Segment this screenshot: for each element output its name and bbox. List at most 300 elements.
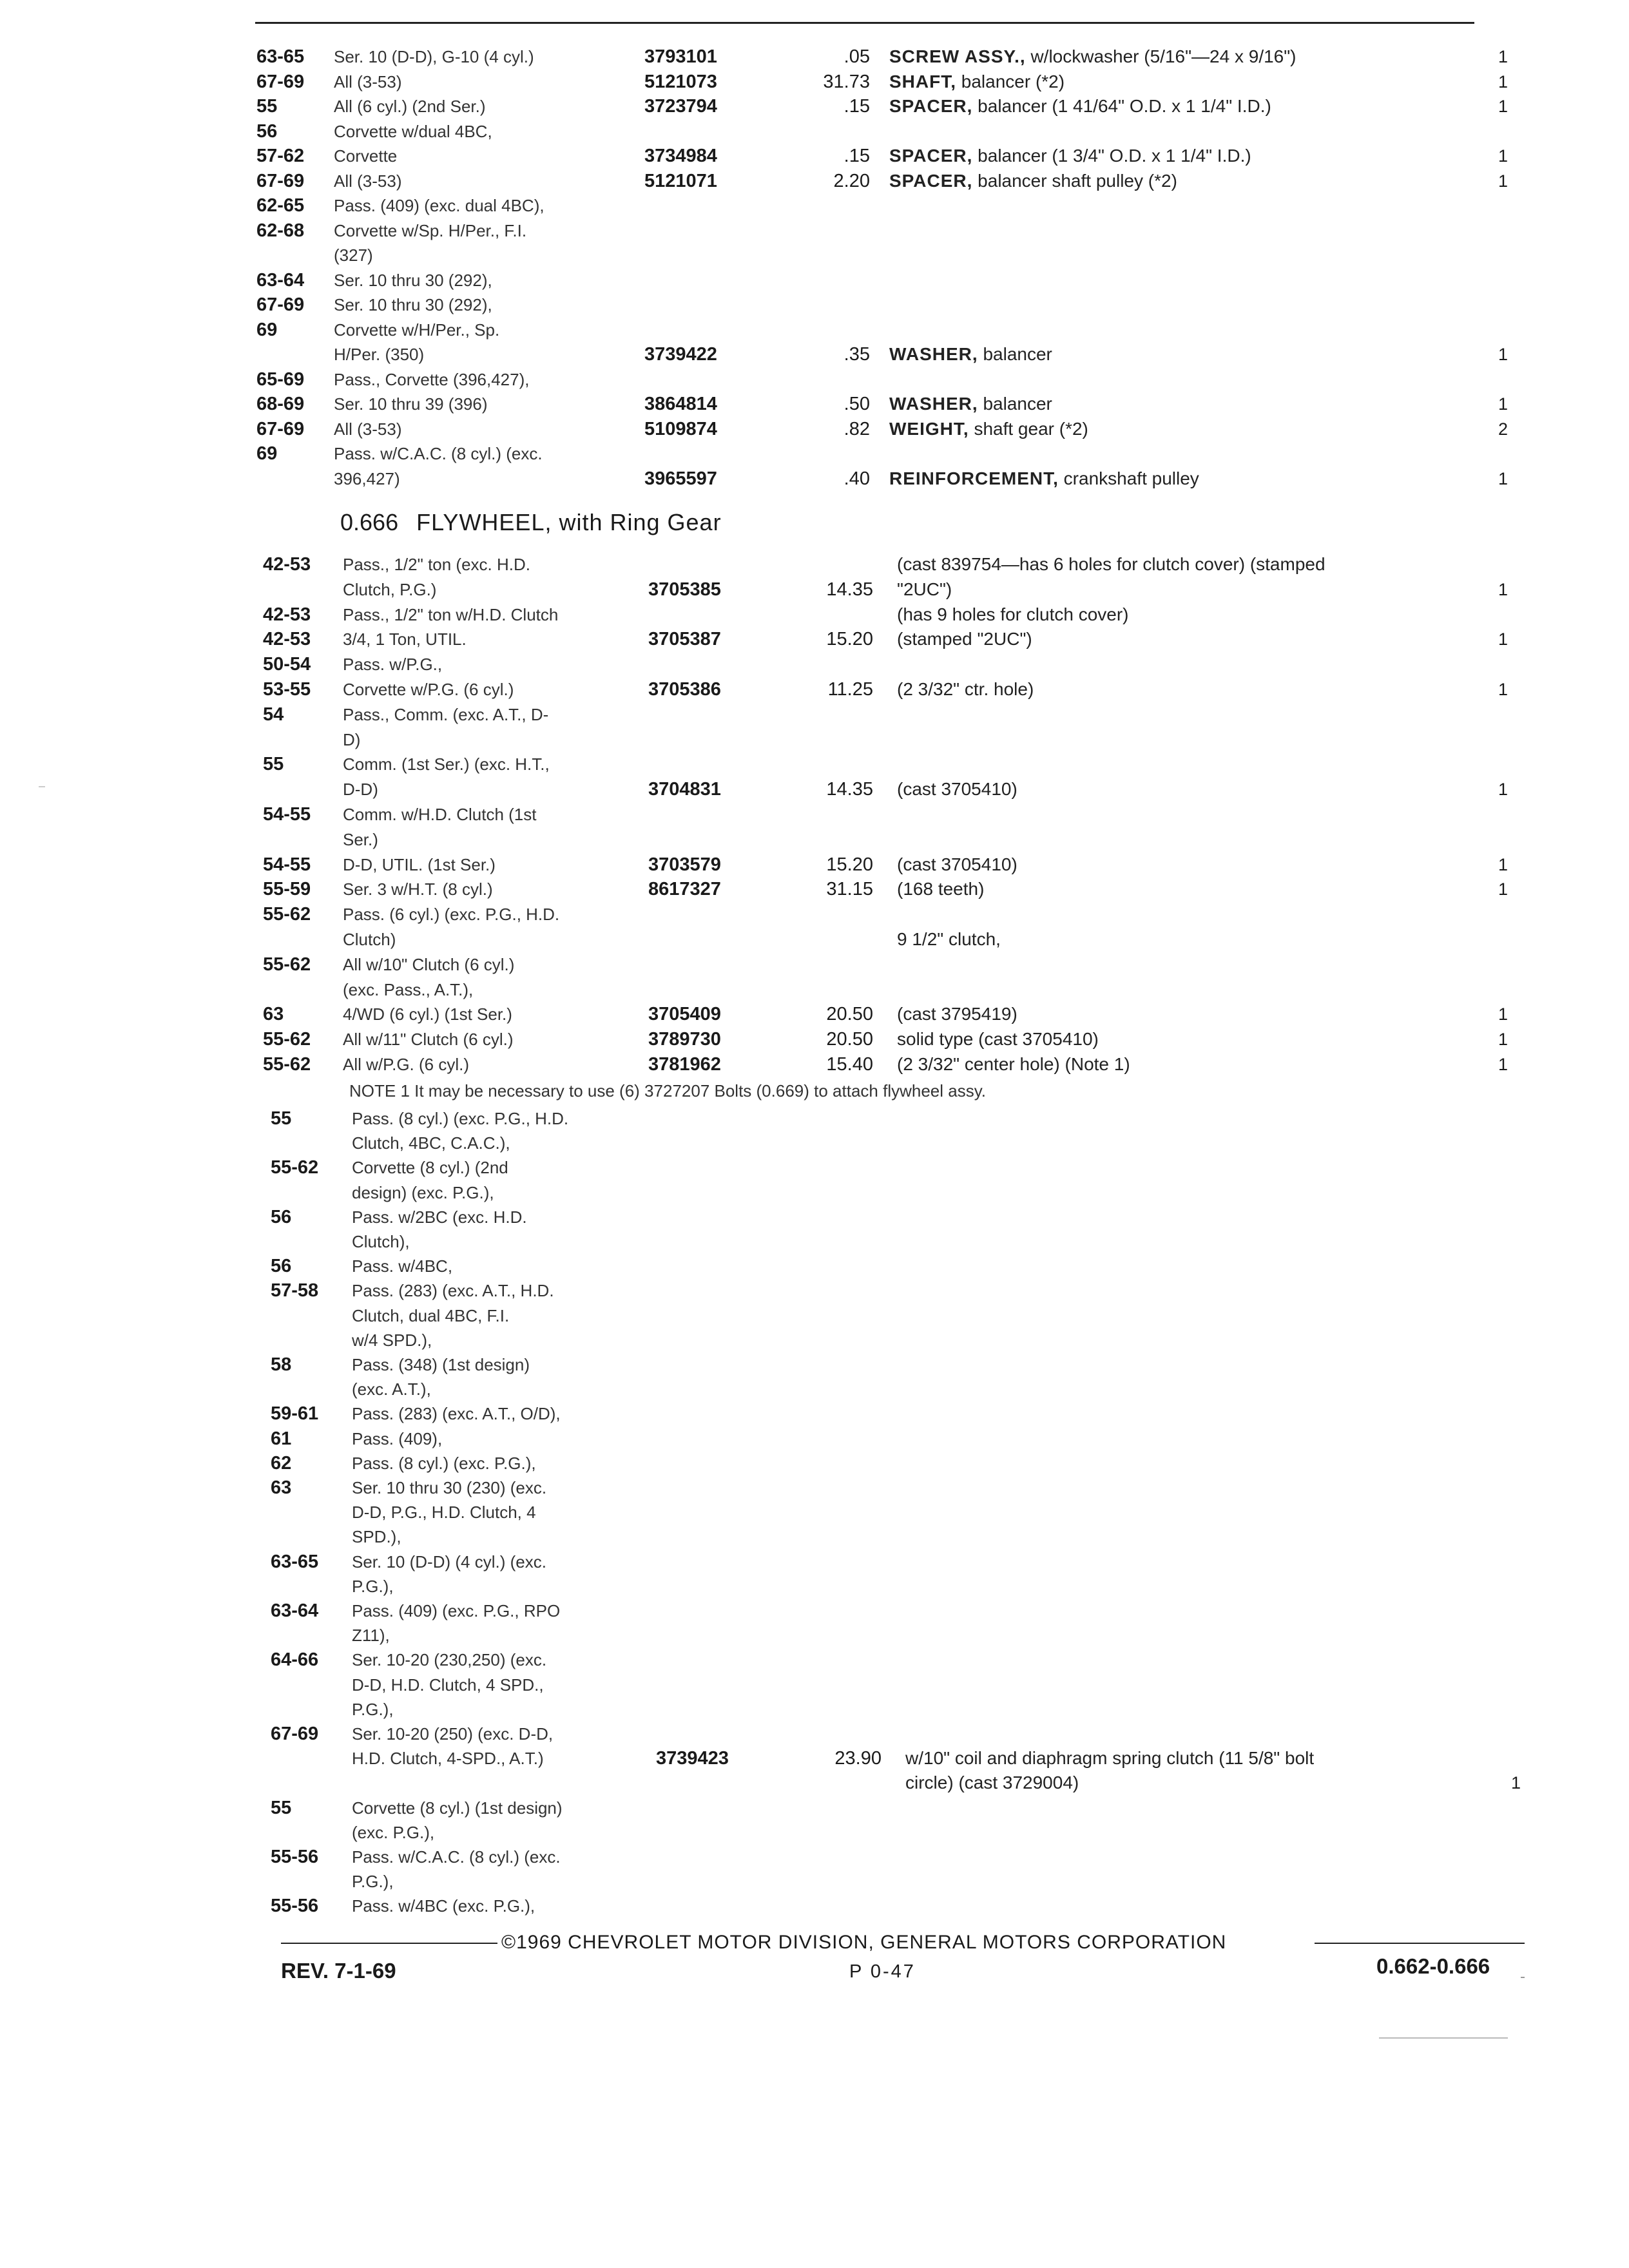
footer-rule-left	[281, 1943, 497, 1944]
application: Pass. (409),	[352, 1428, 443, 1448]
price: 31.15	[826, 879, 873, 900]
table-row	[0, 244, 1629, 267]
table-row	[0, 1353, 1629, 1376]
model-years: 67-69	[256, 294, 305, 315]
part-number: 3793101	[644, 46, 717, 67]
table-row	[0, 1525, 1629, 1548]
model-years: 54-55	[263, 854, 311, 875]
table-row	[0, 269, 1629, 292]
model-years: 54-55	[263, 804, 311, 825]
table-row	[0, 753, 1629, 776]
part-number: 5121073	[644, 71, 717, 92]
table-row	[0, 1206, 1629, 1229]
part-name: WEIGHT,	[889, 418, 969, 439]
table-row	[0, 1131, 1629, 1155]
table-row	[0, 1747, 1629, 1770]
part-number: 3705386	[648, 679, 721, 700]
application: All (6 cyl.) (2nd Ser.)	[334, 97, 486, 116]
table-row	[0, 343, 1629, 366]
table-row	[0, 1599, 1629, 1622]
model-years: 63	[271, 1477, 292, 1498]
part-name: REINFORCEMENT,	[889, 468, 1059, 488]
application: Clutch)	[343, 930, 396, 949]
model-years: 69	[256, 319, 278, 340]
table-row	[0, 144, 1629, 168]
price: .35	[843, 344, 870, 365]
table-row	[0, 169, 1629, 193]
section-code: 0.666	[340, 509, 399, 535]
model-years: 56	[271, 1206, 292, 1227]
price: .05	[843, 46, 870, 67]
table-row	[0, 1845, 1629, 1869]
application: Ser. 10 (D-D), G-10 (4 cyl.)	[334, 47, 534, 66]
description	[897, 1028, 1099, 1051]
model-years: 57-62	[256, 146, 305, 166]
table-row	[0, 1279, 1629, 1302]
application: Corvette	[334, 146, 398, 166]
table-row	[0, 628, 1629, 651]
price: 15.20	[826, 629, 873, 650]
table-row	[0, 553, 1629, 576]
part-number: 8617327	[648, 879, 721, 900]
application: Ser. 3 w/H.T. (8 cyl.)	[343, 879, 493, 899]
quantity: 1	[1498, 345, 1508, 364]
part-number: 3781962	[648, 1054, 721, 1075]
part-name: WASHER,	[889, 344, 978, 364]
table-row	[0, 1821, 1629, 1844]
price: 11.25	[827, 679, 873, 700]
model-years: 42-53	[263, 629, 311, 650]
part-name: SPACER,	[889, 170, 973, 191]
model-years: 62-68	[256, 220, 305, 241]
part-detail: 9 1/2" clutch,	[897, 929, 1001, 949]
table-row	[0, 1648, 1629, 1671]
model-years: 59-61	[271, 1403, 319, 1425]
part-detail: solid type (cast 3705410)	[897, 1029, 1099, 1050]
description	[905, 1771, 1079, 1794]
price: 31.73	[823, 71, 870, 92]
table-row	[0, 1230, 1629, 1253]
model-years: 63-65	[256, 46, 305, 67]
application: Clutch, 4BC, C.A.C.),	[352, 1133, 510, 1153]
application: Pass. (409) (exc. dual 4BC),	[334, 196, 545, 215]
part-number: 3965597	[644, 468, 717, 489]
table-row	[0, 1156, 1629, 1179]
scan-speck	[1379, 2037, 1508, 2039]
part-detail: balancer shaft pulley (*2)	[972, 170, 1177, 191]
table-row	[0, 953, 1629, 976]
table-row	[0, 903, 1629, 926]
model-years: 55-62	[263, 954, 311, 975]
quantity: 1	[1498, 1030, 1508, 1050]
part-detail: balancer (*2)	[956, 71, 1065, 91]
application: Ser. 10 thru 30 (230) (exc.	[352, 1478, 547, 1497]
application: (327)	[334, 245, 373, 265]
application: Pass. (283) (exc. A.T., O/D),	[352, 1404, 561, 1424]
application: 4/WD (6 cyl.) (1st Ser.)	[343, 1004, 512, 1024]
application: Corvette w/dual 4BC,	[334, 121, 492, 141]
description	[897, 678, 1034, 701]
part-number: 3864814	[644, 394, 717, 414]
part-detail: balancer	[978, 344, 1052, 364]
table-row	[0, 293, 1629, 316]
price: 15.40	[826, 1054, 873, 1075]
table-row	[0, 1304, 1629, 1327]
description	[897, 928, 1001, 951]
section-heading	[340, 509, 722, 536]
application: H.D. Clutch, 4-SPD., A.T.)	[352, 1749, 544, 1769]
part-detail: (cast 3705410)	[897, 779, 1017, 800]
table-row	[0, 219, 1629, 242]
description	[897, 853, 1017, 876]
application: Z11),	[352, 1626, 390, 1646]
part-detail: (2 3/32" ctr. hole)	[897, 679, 1034, 699]
part-number: 3723794	[644, 96, 717, 117]
application: D-D, UTIL. (1st Ser.)	[343, 854, 496, 874]
table-row	[0, 70, 1629, 93]
part-detail: w/lockwasher (5/16"—24 x 9/16")	[1025, 46, 1296, 66]
part-detail: crankshaft pulley	[1058, 468, 1199, 488]
application: P.G.),	[352, 1576, 394, 1596]
application: Corvette (8 cyl.) (2nd	[352, 1158, 508, 1178]
table-row	[0, 120, 1629, 143]
part-detail: (cast 3705410)	[897, 854, 1017, 874]
quantity: 1	[1498, 1055, 1508, 1074]
table-row	[0, 803, 1629, 826]
application: Pass. (409) (exc. P.G., RPO	[352, 1601, 561, 1620]
table-row	[0, 318, 1629, 341]
table-row	[0, 1476, 1629, 1499]
application: Pass., Comm. (exc. A.T., D-	[343, 704, 549, 724]
part-name: SCREW ASSY.,	[889, 46, 1026, 66]
application: 3/4, 1 Ton, UTIL.	[343, 629, 467, 649]
model-years: 55-62	[263, 1054, 311, 1075]
model-years: 62	[271, 1452, 292, 1474]
table-row	[0, 1329, 1629, 1352]
table-row	[0, 978, 1629, 1001]
application: (exc. P.G.),	[352, 1822, 435, 1842]
model-years: 54	[263, 704, 284, 725]
model-years: 55	[263, 754, 284, 775]
part-detail: "2UC")	[897, 579, 952, 599]
application: Pass., Corvette (396,427),	[334, 369, 530, 389]
table-row	[0, 878, 1629, 901]
part-name: SHAFT,	[889, 71, 956, 91]
price: .15	[843, 146, 870, 166]
model-years: 63-64	[271, 1600, 319, 1621]
application: design) (exc. P.G.),	[352, 1182, 494, 1202]
part-number: 3703579	[648, 854, 721, 875]
table-row	[0, 1254, 1629, 1278]
part-detail: (168 teeth)	[897, 879, 985, 899]
application: All w/P.G. (6 cyl.)	[343, 1055, 470, 1074]
quantity: 1	[1498, 146, 1508, 166]
part-number: 3739423	[656, 1748, 729, 1769]
application: Ser.)	[343, 829, 378, 849]
part-detail: balancer (1 41/64" O.D. x 1 1/4" I.D.)	[972, 96, 1271, 116]
description	[889, 343, 1052, 366]
application: Ser. 10-20 (250) (exc. D-D,	[352, 1724, 554, 1744]
part-detail: (cast 3795419)	[897, 1004, 1017, 1024]
table-row	[0, 1181, 1629, 1204]
description	[889, 45, 1296, 68]
model-years: 67-69	[256, 418, 305, 439]
application: (exc. Pass., A.T.),	[343, 979, 474, 999]
model-years: 42-53	[263, 554, 311, 575]
model-years: 68-69	[256, 394, 305, 414]
application: All w/11" Clutch (6 cyl.)	[343, 1030, 514, 1050]
table-row	[0, 928, 1629, 951]
part-number: 3705409	[648, 1004, 721, 1025]
model-years: 63-64	[256, 269, 305, 291]
description	[897, 628, 1032, 651]
part-detail: (cast 839754—has 6 holes for clutch cover) (stamped	[897, 554, 1325, 574]
application: Comm. (1st Ser.) (exc. H.T.,	[343, 754, 550, 774]
application: P.G.),	[352, 1872, 394, 1892]
application: H/Per. (350)	[334, 345, 425, 364]
model-years: 63-65	[271, 1551, 319, 1572]
price: 15.20	[826, 854, 873, 875]
part-detail: balancer (1 3/4" O.D. x 1 1/4" I.D.)	[972, 146, 1251, 166]
application: Pass. (8 cyl.) (exc. P.G.),	[352, 1453, 536, 1473]
model-years: 67-69	[256, 71, 305, 92]
application: Clutch),	[352, 1232, 410, 1251]
part-detail: (stamped "2UC")	[897, 629, 1032, 649]
table-row	[0, 578, 1629, 601]
model-years: 55	[271, 1108, 292, 1129]
price: 23.90	[834, 1748, 882, 1769]
model-years: 57-58	[271, 1280, 319, 1302]
table-row	[0, 95, 1629, 118]
description	[905, 1747, 1314, 1770]
price: .50	[843, 394, 870, 414]
description	[889, 70, 1065, 93]
part-name: WASHER,	[889, 394, 978, 414]
quantity: 1	[1498, 879, 1508, 899]
table-row	[0, 392, 1629, 416]
table-row	[0, 1378, 1629, 1401]
part-detail: balancer	[978, 394, 1052, 414]
application: Ser. 10 (D-D) (4 cyl.) (exc.	[352, 1552, 546, 1571]
price: .15	[843, 96, 870, 117]
description	[897, 603, 1129, 626]
application: Corvette (8 cyl.) (1st design)	[352, 1798, 563, 1818]
model-years: 55-56	[271, 1847, 319, 1867]
table-row	[0, 853, 1629, 876]
revision-date: REV. 7-1-69	[281, 1959, 396, 1983]
table-row	[0, 1575, 1629, 1598]
quantity: 1	[1498, 854, 1508, 874]
model-years: 64-66	[271, 1649, 319, 1671]
price: .82	[843, 418, 870, 439]
application: All w/10" Clutch (6 cyl.)	[343, 954, 515, 974]
price: 14.35	[826, 579, 873, 600]
model-years: 55	[256, 96, 278, 117]
application: Ser. 10 thru 30 (292),	[334, 270, 492, 290]
application: Pass. (283) (exc. A.T., H.D.	[352, 1281, 554, 1301]
description	[889, 467, 1199, 490]
table-row	[0, 778, 1629, 801]
application: D-D, H.D. Clutch, 4 SPD.,	[352, 1675, 544, 1695]
table-row	[0, 1722, 1629, 1745]
description	[897, 553, 1325, 576]
application: P.G.),	[352, 1699, 394, 1719]
table-row	[0, 1894, 1629, 1917]
application: Pass. w/4BC (exc. P.G.),	[352, 1896, 535, 1916]
part-number: 3789730	[648, 1029, 721, 1050]
part-detail: shaft gear (*2)	[969, 418, 1088, 439]
model-years: 61	[271, 1428, 292, 1449]
application: Pass., 1/2" ton w/H.D. Clutch	[343, 604, 559, 624]
part-number: 3739422	[644, 344, 717, 365]
quantity: 1	[1498, 394, 1508, 414]
section-title: FLYWHEEL, with Ring Gear	[416, 509, 722, 535]
description	[897, 1053, 1130, 1076]
application: Clutch, P.G.)	[343, 579, 437, 599]
quantity: 1	[1510, 1773, 1521, 1793]
quantity: 1	[1498, 780, 1508, 800]
description	[889, 144, 1251, 168]
part-detail: (2 3/32" center hole) (Note 1)	[897, 1054, 1130, 1074]
price: 20.50	[826, 1004, 873, 1025]
model-years: 55-56	[271, 1896, 319, 1917]
quantity: 1	[1498, 680, 1508, 699]
model-years: 58	[271, 1354, 292, 1375]
part-number: 3705387	[648, 629, 721, 650]
model-years: 55-62	[263, 1029, 311, 1050]
application: Corvette w/P.G. (6 cyl.)	[343, 680, 514, 699]
table-row	[0, 1771, 1629, 1794]
application: All (3-53)	[334, 72, 402, 91]
table-row	[0, 418, 1629, 441]
table-row	[0, 194, 1629, 217]
model-years: 65-69	[256, 369, 305, 390]
description	[889, 95, 1271, 118]
description	[897, 878, 984, 901]
table-row	[0, 1870, 1629, 1893]
model-years: 67-69	[271, 1724, 319, 1744]
table-row	[0, 728, 1629, 751]
table-row	[0, 1796, 1629, 1820]
table-row	[0, 1107, 1629, 1130]
table-row	[0, 1028, 1629, 1051]
part-number: 5109874	[644, 418, 717, 439]
table-row	[0, 1624, 1629, 1647]
description	[897, 578, 952, 601]
description	[889, 392, 1052, 416]
application: D-D)	[343, 780, 378, 800]
table-row	[0, 678, 1629, 701]
quantity: 1	[1498, 468, 1508, 488]
model-years: 55-62	[263, 904, 311, 925]
table-row	[0, 1501, 1629, 1524]
quantity: 1	[1498, 171, 1508, 191]
part-number: 3734984	[644, 146, 717, 166]
application: Clutch, dual 4BC, F.I.	[352, 1305, 510, 1325]
model-years: 62-65	[256, 195, 305, 216]
application: Pass. (6 cyl.) (exc. P.G., H.D.	[343, 905, 560, 925]
application: w/4 SPD.),	[352, 1330, 432, 1350]
application: Pass. w/C.A.C. (8 cyl.) (exc.	[352, 1847, 561, 1867]
price: .40	[843, 468, 870, 489]
table-row	[0, 1698, 1629, 1721]
table-row	[0, 603, 1629, 626]
model-years: 55-59	[263, 879, 311, 900]
part-number: 3704831	[648, 779, 721, 800]
application: Comm. w/H.D. Clutch (1st	[343, 805, 537, 824]
table-row	[0, 368, 1629, 391]
table-row	[0, 442, 1629, 465]
application: Ser. 10 thru 30 (292),	[334, 295, 492, 314]
table-row	[0, 1427, 1629, 1450]
table-row	[0, 653, 1629, 676]
price: 14.35	[826, 779, 873, 800]
application: Pass., 1/2" ton (exc. H.D.	[343, 555, 531, 574]
scan-speck	[39, 786, 45, 787]
application: Corvette w/Sp. H/Per., F.I.	[334, 220, 527, 240]
model-years: 67-69	[256, 170, 305, 191]
table-row	[0, 467, 1629, 490]
copyright-notice: ©1969 CHEVROLET MOTOR DIVISION, GENERAL MOTORS CORPORATION	[501, 1932, 1227, 1953]
price: 2.20	[833, 170, 870, 191]
application: D)	[343, 729, 361, 749]
quantity: 1	[1498, 97, 1508, 116]
application: Pass. w/2BC (exc. H.D.	[352, 1207, 527, 1227]
application: Ser. 10-20 (230,250) (exc.	[352, 1650, 547, 1670]
application: SPD.),	[352, 1527, 401, 1547]
quantity: 1	[1498, 72, 1508, 91]
quantity: 1	[1498, 579, 1508, 599]
quantity: 1	[1498, 1004, 1508, 1024]
model-years: 50-54	[263, 654, 311, 675]
description	[897, 1003, 1017, 1026]
model-years: 56	[271, 1256, 292, 1277]
model-years: 69	[256, 443, 278, 464]
table-row	[0, 45, 1629, 68]
application: Pass. (8 cyl.) (exc. P.G., H.D.	[352, 1109, 569, 1128]
page-number: P 0-47	[849, 1961, 916, 1982]
table-row	[0, 1673, 1629, 1696]
application: D-D, P.G., H.D. Clutch, 4	[352, 1503, 536, 1523]
description	[889, 169, 1177, 193]
application: All (3-53)	[334, 419, 402, 439]
table-row	[0, 1402, 1629, 1425]
model-years: 42-53	[263, 604, 311, 625]
quantity: 2	[1498, 419, 1508, 439]
part-name: SPACER,	[889, 146, 973, 166]
price: 20.50	[826, 1029, 873, 1050]
top-rule	[255, 22, 1474, 24]
table-row	[0, 1452, 1629, 1475]
scan-speck	[1521, 1977, 1525, 1978]
application: Pass. w/P.G.,	[343, 655, 443, 675]
part-detail: circle) (cast 3729004)	[905, 1773, 1079, 1793]
group-range: 0.662-0.666	[1376, 1954, 1490, 1978]
application: (exc. A.T.),	[352, 1379, 431, 1399]
table-row	[0, 1550, 1629, 1573]
part-detail: (has 9 holes for clutch cover)	[897, 604, 1129, 624]
quantity: 1	[1498, 47, 1508, 66]
application: Pass. (348) (1st design)	[352, 1355, 530, 1374]
model-years: 55	[271, 1797, 292, 1818]
footer-rule-right	[1315, 1943, 1525, 1944]
table-row	[0, 1003, 1629, 1026]
model-years: 56	[256, 120, 278, 142]
part-detail: w/10" coil and diaphragm spring clutch (11 5/8" bolt	[905, 1748, 1315, 1769]
quantity: 1	[1498, 629, 1508, 649]
description	[889, 418, 1088, 441]
application: Corvette w/H/Per., Sp.	[334, 320, 500, 340]
